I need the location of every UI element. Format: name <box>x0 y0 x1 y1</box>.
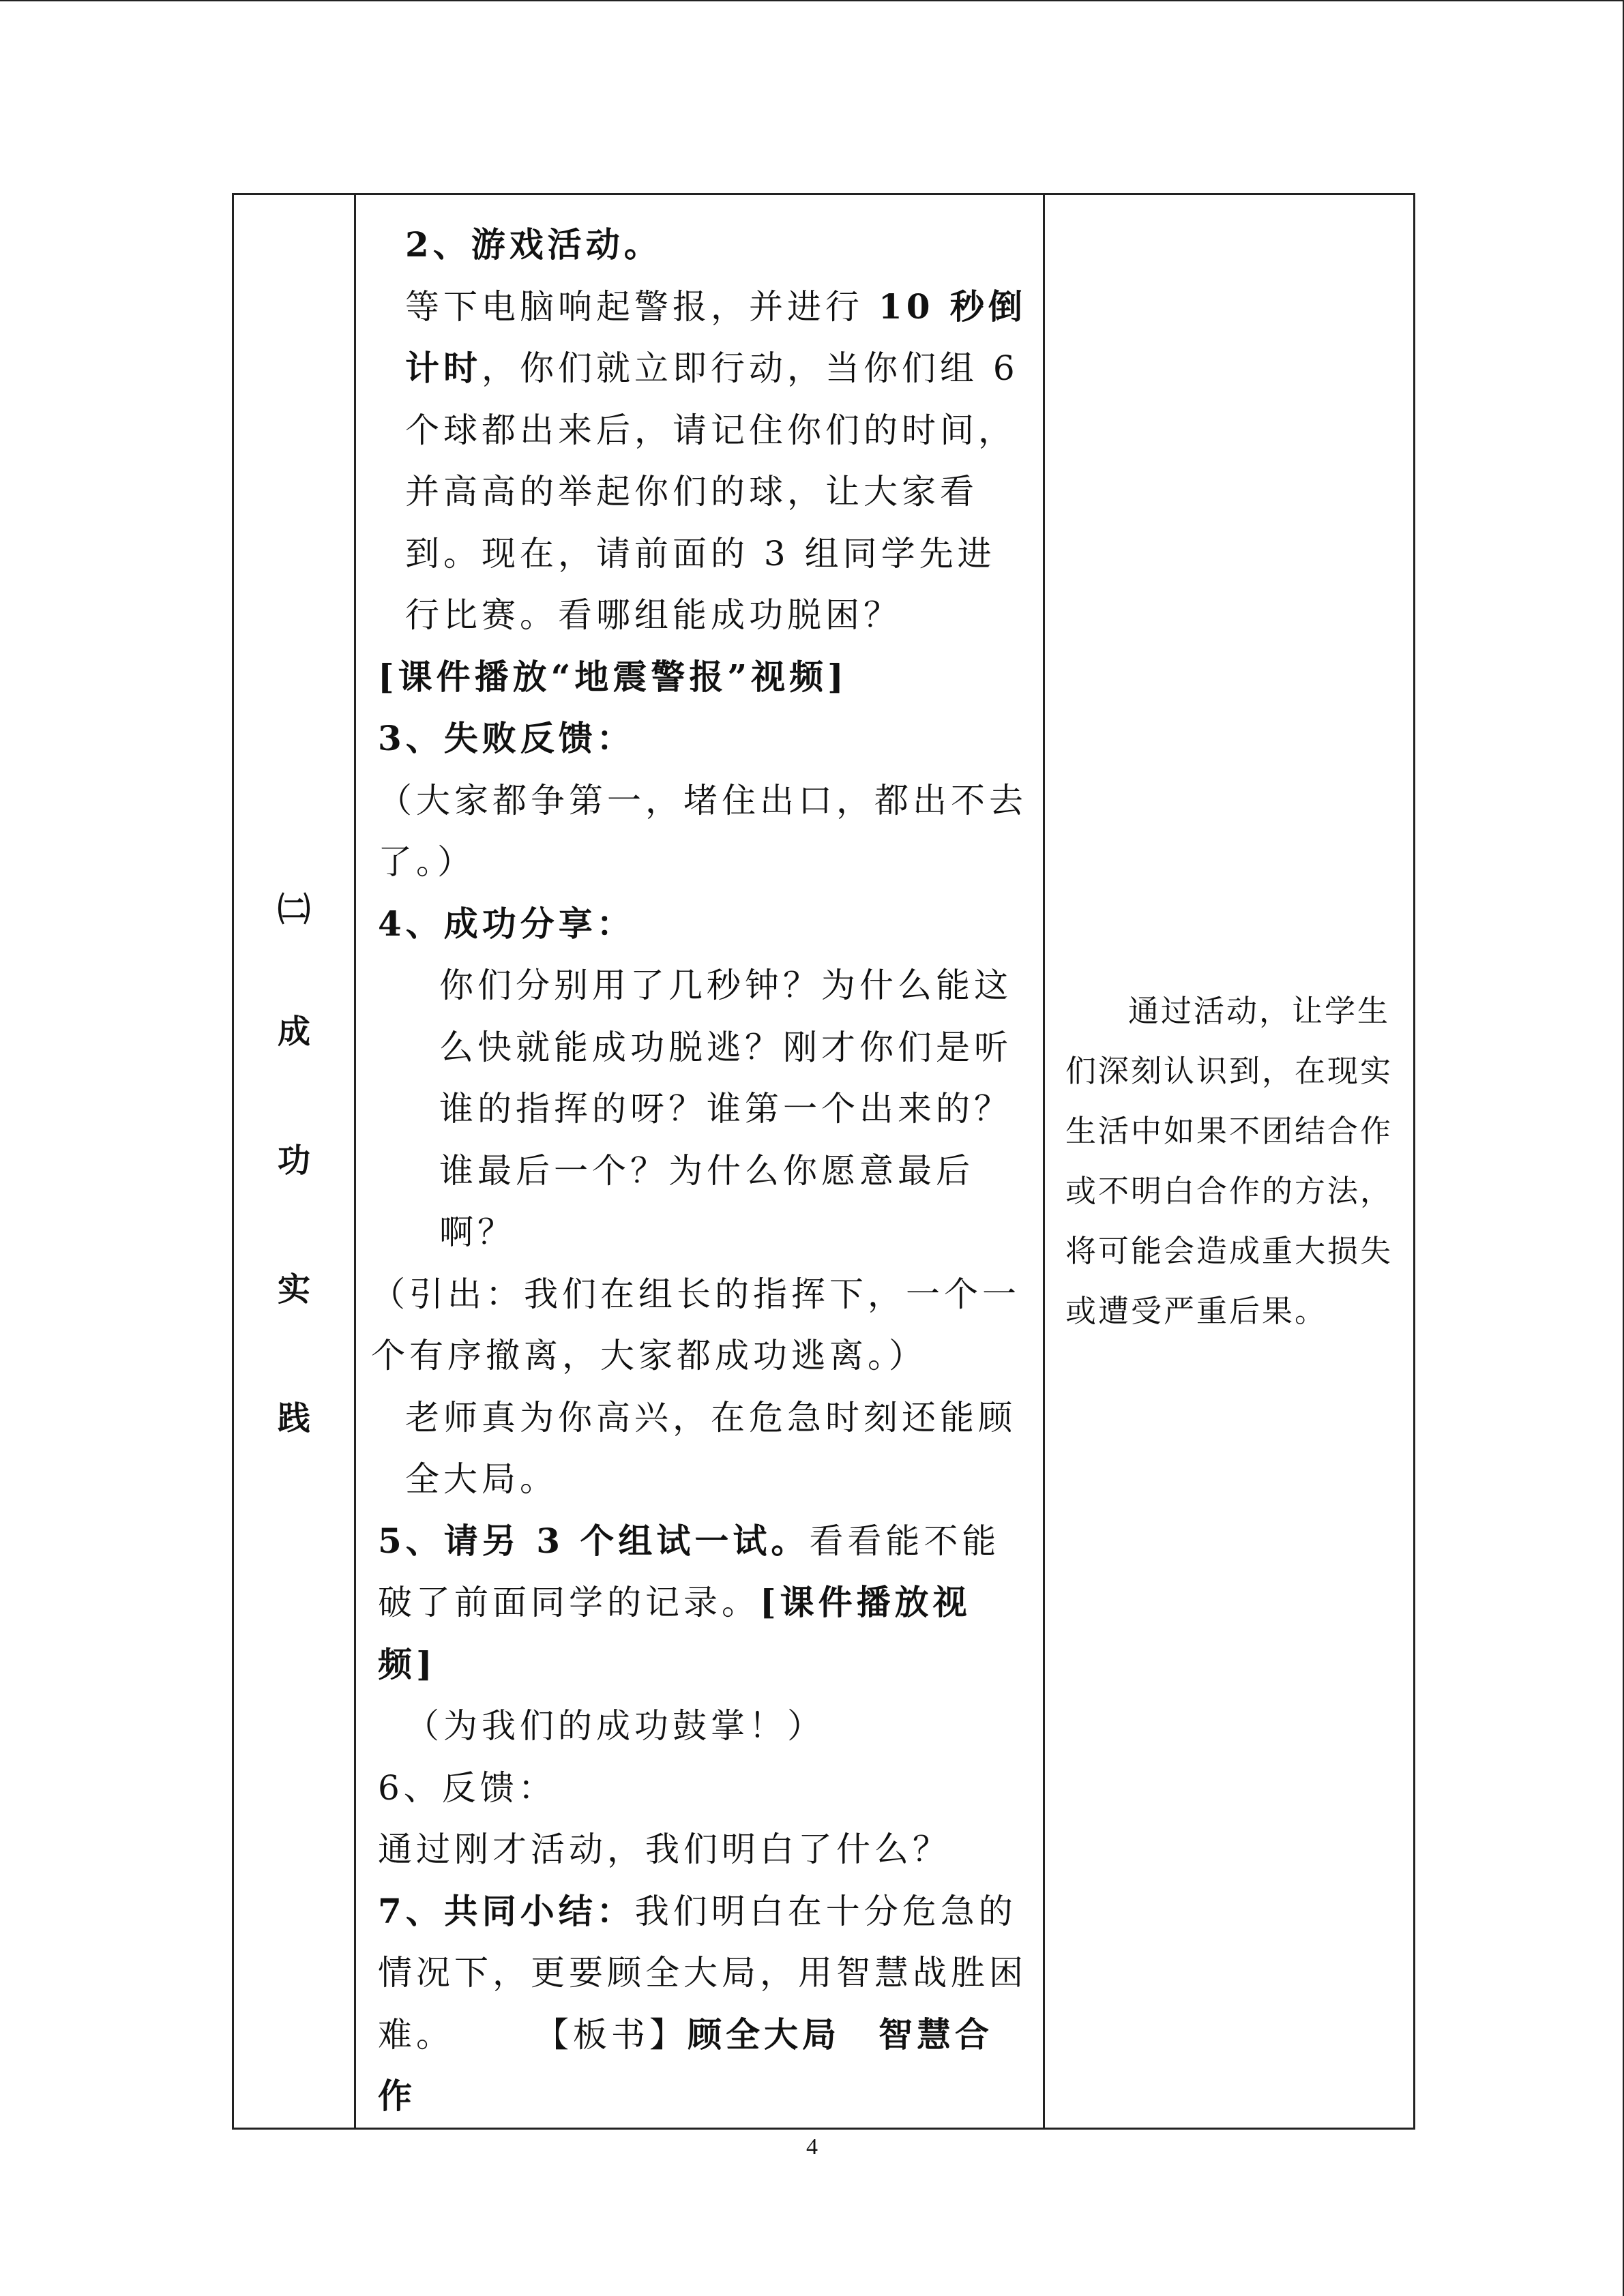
step5-text: 5、请另 3 个组试一试。看看能不能破了前面同学的记录。[课件播放视频] <box>378 1520 1001 1684</box>
intent-cell <box>1044 194 1415 2129</box>
stage-char: 践 <box>277 1399 310 1438</box>
step6-body: 通过刚才活动，我们明白了什么？ <box>378 1830 951 1869</box>
step3-title: 3、失败反馈： <box>378 718 635 758</box>
intent-line: 通过活动，让学生 <box>1128 992 1391 1029</box>
step3-body: （大家都争第一，堵住出口，都出不去了。） <box>378 780 1027 882</box>
stage-number: ㈡ <box>277 891 310 929</box>
stage-char: 实 <box>277 1270 310 1309</box>
process-cell <box>355 194 1044 2129</box>
intent-line: 或遭受严重后果。 <box>1065 1292 1328 1329</box>
step5-applause: （为我们的成功鼓掌！） <box>405 1706 825 1746</box>
step7-summary: 7、共同小结：我们明白在十分危急的情况下，更要顾全大局，用智慧战胜困难。 【板书】顾全大局 智慧合作 <box>378 1890 1027 2116</box>
step2-title: 2、游戏活动。 <box>405 224 662 265</box>
page-number: 4 <box>806 2134 818 2160</box>
intent-line: 将可能会造成重大损失 <box>1065 1232 1393 1269</box>
step4-questions: 你们分别用了几秒钟？为什么能这么快就能成功脱逃？刚才你们是听谁的指挥的呀？谁第一个出来的？谁最后一个？为什么你愿意最后啊？ <box>439 966 1012 1252</box>
intent-line: 生活中如果不团结合作 <box>1065 1112 1393 1149</box>
stage-char: 功 <box>277 1142 310 1180</box>
step4-title: 4、成功分享： <box>378 903 635 944</box>
step2-instruction: 等下电脑响起警报，并进行 10 秒倒计时，你们就立即行动，当你们组 6 个球都出来后，请记住你们的时间，并高高的举起你们的球，让大家看到。现在，请前面的 3 组同学先进行比赛。看哪组能成功脱困？ <box>405 286 1027 635</box>
step2-courseware: [课件播放“地震警报”视频] <box>378 656 848 697</box>
step6-title: 6、反馈： <box>378 1768 557 1808</box>
step4-lead: （引出：我们在组长的指挥下，一个一个有序撤离，大家都成功逃离。） <box>371 1274 1020 1375</box>
table-row <box>233 194 1415 2129</box>
step4-praise: 老师真为你高兴，在危急时刻还能顾全大局。 <box>405 1397 1016 1499</box>
lesson-table <box>232 193 1415 2130</box>
intent-line: 或不明白合作的方法， <box>1065 1172 1393 1209</box>
stage-cell <box>233 194 355 2129</box>
stage-char: 成 <box>277 1013 310 1052</box>
intent-line: 们深刻认识到，在现实 <box>1065 1052 1393 1089</box>
